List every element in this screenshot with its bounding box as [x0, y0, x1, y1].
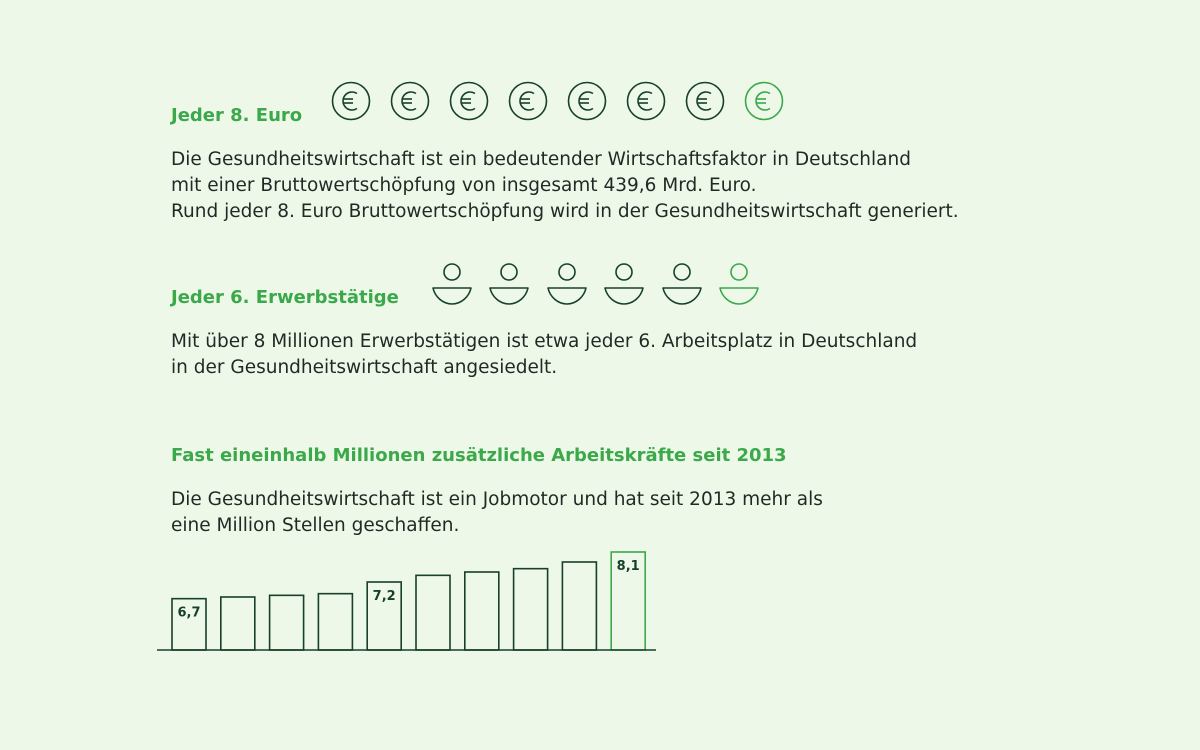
jobs-section-text-line: Die Gesundheitswirtschaft ist ein Jobmotor und hat seit 2013 mehr als [171, 489, 823, 510]
chart-data-label: 6,7 [177, 605, 201, 621]
euro-section-text [171, 147, 959, 225]
chart-data-label: 7,2 [372, 589, 396, 604]
person-icon [661, 262, 703, 306]
euro-section-text-line: Die Gesundheitswirtschaft ist ein bedeutender Wirtschaftsfaktor in Deutschland [171, 149, 911, 170]
person-icon [488, 262, 530, 306]
workers-section-text-line: Mit über 8 Millionen Erwerbstätigen ist etwa jeder 6. Arbeitsplatz in Deutschland [171, 331, 918, 352]
chart-bar [514, 569, 548, 650]
euro-coin-icon [390, 81, 430, 121]
workers-section-text [171, 329, 917, 381]
jobs-section-text [171, 487, 823, 539]
euro-section-text-line: mit einer Bruttowertschöpfung von insgesamt 439,6 Mrd. Euro. [171, 175, 757, 196]
employment-bar-chart [150, 540, 660, 655]
euro-section-text-line: Rund jeder 8. Euro Bruttowertschöpfung wird in der Gesundheitswirtschaft generiert. [171, 201, 959, 222]
chart-bar [416, 575, 450, 650]
euro-coin-icon [331, 81, 371, 121]
chart-data-label: 8,1 [616, 559, 640, 574]
person-icon-row [431, 262, 760, 306]
euro-coin-icon [685, 81, 725, 121]
chart-bar [270, 595, 304, 650]
chart-bar [318, 594, 352, 650]
euro-coin-icon [449, 81, 489, 121]
jobs-section-text-line: eine Million Stellen geschaffen. [171, 515, 460, 536]
euro-icon-row [331, 81, 784, 121]
person-icon [718, 262, 760, 306]
workers-section-heading: Jeder 6. Erwerbstätige [171, 287, 399, 308]
euro-section-heading: Jeder 8. Euro [171, 105, 303, 126]
euro-coin-icon [626, 81, 666, 121]
chart-bar [562, 562, 596, 650]
chart-bar [221, 597, 255, 650]
euro-coin-icon [567, 81, 607, 121]
workers-section-text-line: in der Gesundheitswirtschaft angesiedelt. [171, 357, 558, 378]
person-icon [603, 262, 645, 306]
jobs-section-heading: Fast eineinhalb Millionen zusätzliche Arbeitskräfte seit 2013 [171, 445, 787, 466]
euro-coin-icon [744, 81, 784, 121]
person-icon [546, 262, 588, 306]
euro-coin-icon [508, 81, 548, 121]
person-icon [431, 262, 473, 306]
chart-bar [465, 572, 499, 650]
